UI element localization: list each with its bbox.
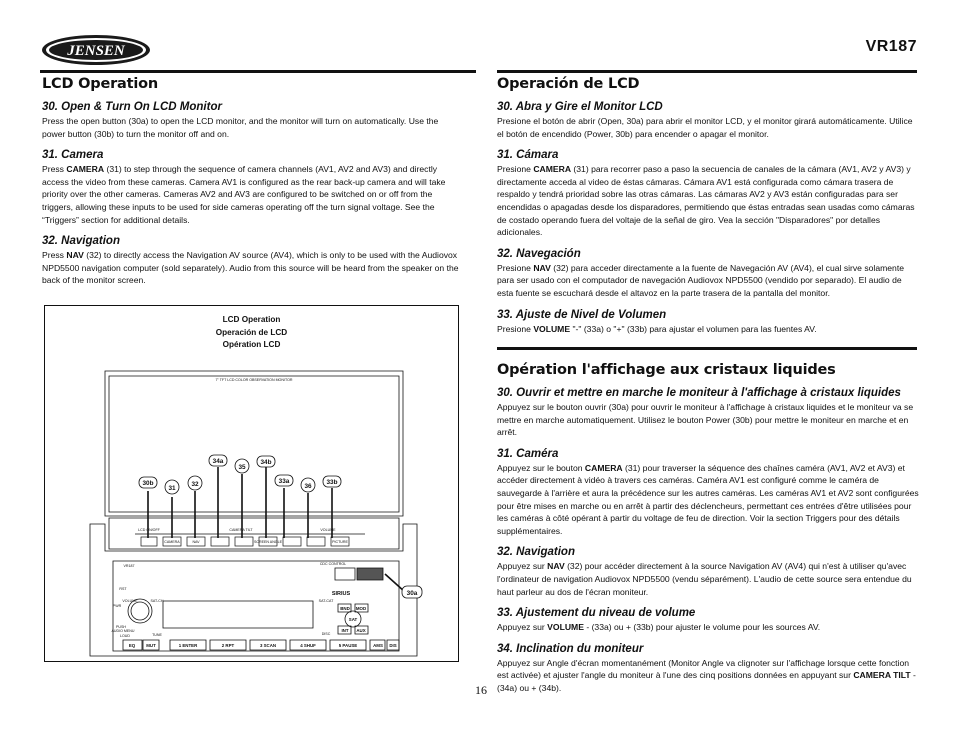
svg-text:INT: INT xyxy=(341,628,349,633)
svg-text:DIS: DIS xyxy=(389,643,397,648)
callout-32: 32 xyxy=(191,481,199,488)
svg-text:MUT: MUT xyxy=(146,643,156,648)
body-paragraph xyxy=(497,657,919,695)
text-run: - (34a) ou + (34b). xyxy=(497,670,916,693)
svg-text:AUDIO MENU: AUDIO MENU xyxy=(111,629,135,633)
bold-term: NAV xyxy=(66,250,84,261)
screen-label: 7" TFT LCD COLOR OBSERVATION MONITOR xyxy=(215,378,293,382)
bold-term: CAMERA xyxy=(584,462,623,473)
svg-text:CAMERA: CAMERA xyxy=(164,540,180,544)
subsection-heading: 32. Navegación xyxy=(497,247,581,260)
lcd-operation-figure xyxy=(44,305,459,662)
caption-line: Opération LCD xyxy=(222,340,281,350)
svg-text:BND: BND xyxy=(340,606,350,611)
text-run: - (33a) ou + (33b) pour ajuster le volume pour les sources AV. xyxy=(583,622,821,633)
text-run: Presione el botón de abrir (Open, 30a) para abrir el monitor LCD, y el monitor girará automáticamente. Utilice el botón de encendido (Power, 30b) para encender o apagar el monitor. xyxy=(497,116,913,139)
caption-line: Operación de LCD xyxy=(215,327,288,337)
body-paragraph xyxy=(497,163,919,239)
subsection-heading: 33. Ajuste de Nivel de Volumen xyxy=(497,308,667,321)
subsection-heading: 31. Caméra xyxy=(497,447,559,460)
text-run: (32) para acceder directamente a la fuente de Navegación AV (AV4), el cual sirve solamente para ser usado con el computador de navegación Audiovox NPD5500 (vendido por separado). El audio de esta fuente se escuchará desde el altavoz en la parte trasera de la pantalla del monitor. xyxy=(497,262,904,298)
svg-text:EQ: EQ xyxy=(128,643,136,648)
text-run: (31) para recorrer paso a paso la secuencia de canales de la cámara (AV1, AV2 y AV3) y directamente acceda al video de éstas cámaras. Cámara AV1 está configurada como cámara trasera de respaldo y tendrá prioridad sobre las otras cámaras. Las cámaras AV2 y AV3 están configuradas para ser encendidas o apagadas desde los disparadores, permitiendo que éstas entradas sean usadas como cámaras de costado operando fuera del voltaje de la señal de giro. Vea la sección "Disparadores" por detalles adicionales. xyxy=(497,164,915,238)
svg-text:AMS: AMS xyxy=(373,643,383,648)
monitor-screen xyxy=(105,371,403,516)
divider xyxy=(40,70,476,73)
svg-text:PUSH: PUSH xyxy=(116,625,126,629)
model-number: VR187 xyxy=(865,38,917,55)
text-run: (31) pour traverser la séquence des chaînes caméra (AV1, AV2 et AV3) et accéder directement à vidéo à travers ces caméras. Caméra AV1 est configuré comme le caméra de sauvegarde à l'arrière et aura la précédence sur les autres caméras. Les caméras AV1 et AV2 sont configurées pour être mises en marche ou en arrêt à partir des déclencheurs, permettant ces entrées d'être utilisées pour les caméras à côté opérant à partir du voltage de feu de direction. Voir la section Triggers pour des détails supplémentaires. xyxy=(497,462,919,536)
text-run: (32) pour accéder directement à la source Navigation AV (AV4) qui n'est à utiliser qu'avec l'ordinateur de navigation Audiovox NPD5500 (vendu séparément). L'audio de cette source sera entendue du haut parleur au dos de l'écran moniteur. xyxy=(497,561,912,597)
svg-text:SAT-CAT: SAT-CAT xyxy=(318,599,334,603)
body-paragraph xyxy=(42,249,460,287)
svg-text:TUNE: TUNE xyxy=(152,633,162,637)
bold-term: NAV xyxy=(547,561,565,572)
french-column xyxy=(497,362,919,695)
svg-text:MOD: MOD xyxy=(355,606,367,611)
text-run: Appuyez sur le bouton xyxy=(497,462,585,473)
divider xyxy=(497,347,917,350)
bold-term: VOLUME xyxy=(533,323,571,334)
section-title: Opération l'affichage aux cristaux liquides xyxy=(497,362,836,378)
body-paragraph xyxy=(497,621,919,634)
callout-36: 36 xyxy=(304,483,312,490)
text-run: "-" (33a) o "+" (33b) para ajustar el volumen para las fuentes AV. xyxy=(570,323,817,334)
body-paragraph xyxy=(497,560,919,598)
divider xyxy=(497,70,917,73)
subsection-heading: 32. Navigation xyxy=(42,235,120,248)
svg-text:3 SCAN: 3 SCAN xyxy=(259,643,277,648)
svg-text:2 RPT: 2 RPT xyxy=(221,643,235,648)
callout-33b: 33b xyxy=(326,479,338,486)
body-paragraph xyxy=(497,323,919,336)
text-run: Presione xyxy=(497,323,534,334)
text-run: Presione xyxy=(497,164,534,175)
svg-text:CDC CONTROL: CDC CONTROL xyxy=(319,562,347,566)
body-paragraph xyxy=(497,262,919,300)
english-sections xyxy=(42,101,460,287)
svg-text:VOLUME: VOLUME xyxy=(320,528,336,532)
spanish-sections xyxy=(497,101,919,335)
text-run: Press the open button (30a) to open the LCD monitor, and the monitor will turn on automatically. Use the power button (30b) to turn the monitor off and on. xyxy=(42,116,439,139)
callout-31: 31 xyxy=(168,485,176,492)
spanish-column xyxy=(497,76,919,335)
callout-35: 35 xyxy=(238,464,246,471)
body-paragraph xyxy=(497,462,919,538)
text-run: (32) to directly access the Navigation AV source (AV4), which is only to be used with the Audiovox NPD5500 navigation computer (sold separately). Audio from this source will be heard from the speaker on the back of the monitor screen. xyxy=(42,250,459,286)
svg-text:SIRIUS: SIRIUS xyxy=(331,591,351,597)
cd-slot xyxy=(357,568,383,580)
page-number: 16 xyxy=(475,683,487,697)
subsection-heading: 31. Camera xyxy=(42,149,104,162)
bold-term: VOLUME xyxy=(547,622,584,633)
svg-text:AUX: AUX xyxy=(356,628,366,633)
section-title: Operación de LCD xyxy=(497,76,640,92)
svg-text:RST: RST xyxy=(119,587,127,591)
callout-30b: 30b xyxy=(142,480,154,487)
svg-text:LCD ON/OFF: LCD ON/OFF xyxy=(138,528,160,532)
svg-text:PWR: PWR xyxy=(112,604,122,608)
svg-text:DISC: DISC xyxy=(321,632,331,636)
callout-34a: 34a xyxy=(212,458,224,465)
body-paragraph xyxy=(497,115,919,140)
bold-term: CAMERA xyxy=(66,164,105,175)
subsection-heading: 33. Ajustement du niveau de volume xyxy=(497,607,696,620)
svg-text:5 PAUSE: 5 PAUSE xyxy=(338,643,358,648)
bold-term: CAMERA xyxy=(533,164,572,175)
text-run: Presione xyxy=(497,262,534,273)
svg-text:PICTURE: PICTURE xyxy=(332,540,348,544)
svg-text:4 SHUF: 4 SHUF xyxy=(300,643,316,648)
subsection-heading: 30. Ouvrir et mettre en marche le moniteur à l'affichage à cristaux liquides xyxy=(497,387,901,399)
subsection-heading: 31. Cámara xyxy=(497,149,559,162)
bold-term: CAMERA TILT xyxy=(853,670,911,681)
svg-text:VR187: VR187 xyxy=(123,564,135,568)
english-column xyxy=(42,76,460,287)
text-run: Press xyxy=(42,250,67,261)
radio-unit-diagram xyxy=(45,306,460,663)
subsection-heading: 34. Inclination du moniteur xyxy=(497,642,644,655)
subsection-heading: 32. Navigation xyxy=(497,546,575,559)
french-sections xyxy=(497,387,919,695)
svg-text:SAT-CH: SAT-CH xyxy=(150,599,164,603)
text-run: Press xyxy=(42,164,67,175)
text-run: Appuyez sur le bouton ouvrir (30a) pour ouvrir le moniteur à l'affichage à cristaux liquides et le moniteur va se mettre en marche automatiquement. Utilisez le bouton Power (30b) pour mettre le moniteur en marche et en arrêt. xyxy=(497,402,914,438)
subsection-heading: 30. Open & Turn On LCD Monitor xyxy=(42,101,222,113)
section-title: LCD Operation xyxy=(42,76,159,92)
body-paragraph xyxy=(42,163,460,226)
callout-33a: 33a xyxy=(278,478,290,485)
text-run: (31) to step through the sequence of camera channels (AV1, AV2 and AV3) and directly access the video from these cameras. Camera AV1 is configured as the rear back-up camera and will take priority over the other cameras. Cameras AV2 and AV3 are configured to be switched on or off from the triggers, allowing these inputs to be used for side cameras operating off the turn signal voltage. See the “Triggers” section for additional details. xyxy=(42,164,446,225)
text-run: Appuyez sur xyxy=(497,622,548,633)
subsection-heading: 30. Abra y Gire el Monitor LCD xyxy=(497,101,663,113)
text-run: Appuyez sur xyxy=(497,561,548,572)
text-run: Appuyez sur Angle d'écran momentanément (Monitor Angle va clignoter sur l'affichage lorsque cette fonction est activée) et ajuster l'angle du moniteur à l'une des cinq positions données en appuyant sur xyxy=(497,657,910,681)
svg-text:LOUD: LOUD xyxy=(120,634,130,638)
svg-text:SCREEN ANGLE: SCREEN ANGLE xyxy=(254,540,282,544)
svg-text:CAMERA TILT: CAMERA TILT xyxy=(229,528,253,532)
svg-text:1 ENTER: 1 ENTER xyxy=(178,643,198,648)
body-paragraph xyxy=(497,401,919,439)
callout-30a: 30a xyxy=(406,590,418,597)
callout-34b: 34b xyxy=(260,459,272,466)
svg-text:NAV: NAV xyxy=(192,540,200,544)
brand-text: JENSEN xyxy=(67,43,125,59)
bold-term: NAV xyxy=(533,262,551,273)
svg-text:SAT: SAT xyxy=(348,617,358,622)
svg-text:VOLUME: VOLUME xyxy=(122,599,138,603)
body-paragraph xyxy=(42,115,460,140)
caption-line: LCD Operation xyxy=(222,315,281,324)
jensen-logo xyxy=(40,33,152,67)
